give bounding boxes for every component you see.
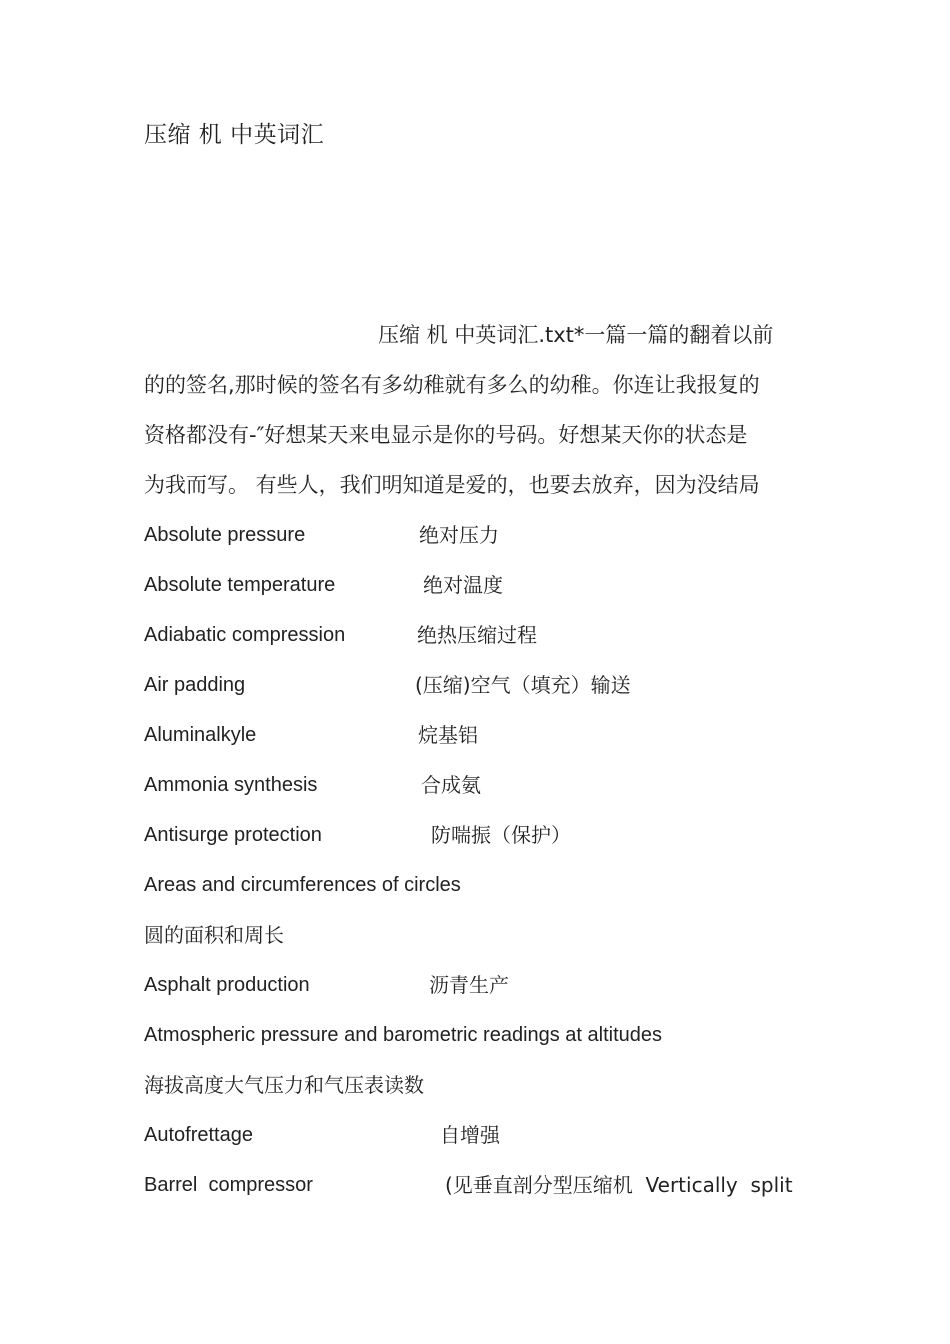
glossary-entry	[144, 1010, 808, 1060]
entry-chinese: 绝对温度	[423, 573, 503, 597]
intro-paragraph	[144, 310, 808, 510]
entry-chinese: 自增强	[440, 1123, 500, 1147]
entry-english: Antisurge protection	[144, 824, 322, 846]
entry-english: Barrel compressor	[144, 1174, 313, 1196]
entry-chinese: 防喘振（保护）	[431, 823, 571, 847]
entry-chinese: (见垂直剖分型压缩机 Vertically split	[445, 1173, 793, 1197]
glossary-entry	[144, 1060, 808, 1110]
glossary-entry	[144, 560, 808, 610]
entry-english: Autofrettage	[144, 1124, 253, 1146]
entry-chinese: 烷基铝	[418, 723, 478, 747]
intro-line-3: 资格都没有-″好想某天来电显示是你的号码。好想某天你的状态是	[144, 423, 748, 447]
entry-chinese: 合成氨	[421, 773, 481, 797]
glossary-entry	[144, 710, 808, 760]
entry-chinese: 圆的面积和周长	[144, 923, 284, 947]
entry-chinese: 绝对压力	[419, 523, 499, 547]
glossary-entry	[144, 1160, 808, 1210]
entry-english: Ammonia synthesis	[144, 774, 318, 796]
intro-line-2: 的的签名,那时候的签名有多幼稚就有多么的幼稚。你连让我报复的	[144, 373, 760, 397]
entry-english: Asphalt production	[144, 974, 310, 996]
entry-english: Air padding	[144, 674, 246, 696]
glossary-entry	[144, 960, 808, 1010]
entry-english: Adiabatic compression	[144, 624, 346, 646]
glossary-entry	[144, 660, 808, 710]
entry-chinese: 海拔高度大气压力和气压表读数	[144, 1073, 424, 1097]
entry-english: Absolute pressure	[144, 524, 306, 546]
intro-line-4: 为我而写。 有些人，我们明知道是爱的，也要去放弃，因为没结局	[144, 473, 760, 497]
glossary-entry	[144, 910, 808, 960]
entry-chinese: 沥青生产	[429, 973, 509, 997]
entry-english: Absolute temperature	[144, 574, 336, 596]
intro-line-1: 压缩 机 中英词汇.txt*一篇一篇的翻着以前	[378, 323, 774, 347]
entry-chinese: (压缩)空气（填充）输送	[415, 673, 631, 697]
glossary-entry	[144, 760, 808, 810]
entry-english: Atmospheric pressure and barometric readings at altitudes	[144, 1024, 663, 1046]
entry-chinese: 绝热压缩过程	[417, 623, 537, 647]
document-title: 压缩 机 中英词汇	[144, 122, 325, 148]
glossary-entry	[144, 610, 808, 660]
glossary-entry	[144, 1110, 808, 1160]
glossary-entry	[144, 810, 808, 860]
entry-english: Aluminalkyle	[144, 724, 257, 746]
entry-english: Areas and circumferences of circles	[144, 874, 461, 896]
glossary-entry	[144, 860, 808, 910]
glossary-entry	[144, 510, 808, 560]
